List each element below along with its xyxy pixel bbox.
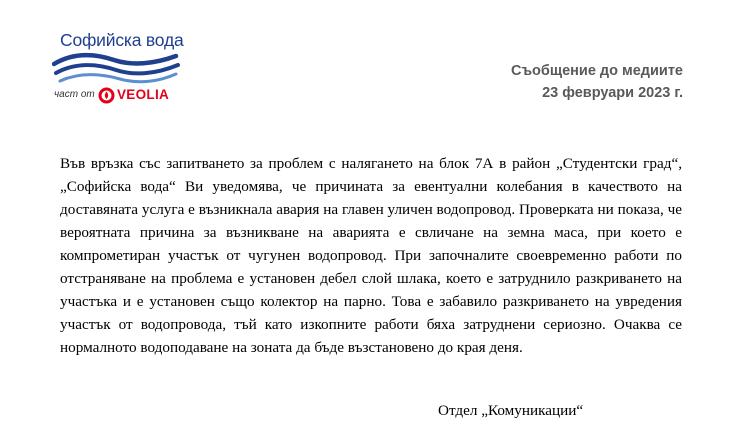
waves-logo-icon — [52, 52, 182, 86]
press-release-body: Във връзка със запитването за проблем с налягането на блок 7А в район „Студентски град“, „Софийска вода“ Ви уведомява, че причината за евентуални колебания в качеството на доставяната услуга е възникнала авария на главен уличен водопровод. Проверката ни показа, че вероятната причина за възникване на аварията е свличане на земна маса, при което е компрометиран участък от чугунен водопровод. При започналите своевременно работи по отстраняване на проблема е установен дебел слой шлака, което е затруднило разкриването на участъка и е установен също колектор на парно. Това е забавило разкриването на увредения участък от водопровода, тъй като изкопните работи бяха затруднени сериозно. Очаква се нормалното водоподаване на зоната да бъде възстановено до края деня. — [60, 155, 682, 356]
document-date: 23 февруари 2023 г. — [542, 85, 683, 101]
veolia-drop-icon — [98, 87, 115, 104]
document-header — [511, 60, 683, 104]
logo-part-of-text: част от — [54, 89, 95, 100]
signature-department: Отдел „Комуникации“ — [438, 402, 584, 419]
document-type: Съобщение до медиите — [511, 63, 683, 79]
veolia-wordmark: VEOLIA — [117, 87, 170, 102]
sofiyska-voda-logo — [52, 30, 187, 108]
logo-company-name: Софийска вода — [60, 30, 184, 50]
